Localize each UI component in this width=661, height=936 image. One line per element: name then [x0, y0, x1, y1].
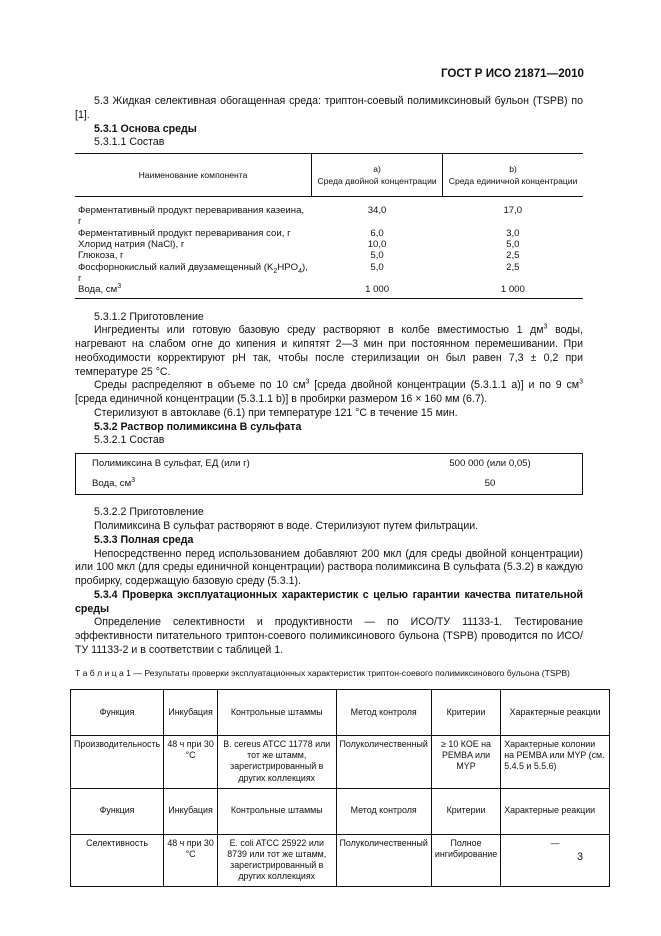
- table-row: [75, 262, 583, 285]
- column-header-reactions: Характерные реакции: [501, 690, 610, 736]
- cell-criteria: ≥ 10 КОЕ на PEMBA или MYP: [431, 736, 500, 789]
- section-5-3-1-1-title: 5.3.1.1 Состав: [94, 136, 165, 149]
- column-header-function: Функция: [71, 788, 164, 834]
- value-double: 6,0: [370, 227, 384, 239]
- column-header-component: Наименование компонента: [75, 154, 312, 197]
- component-name: Вода, $см^3$: [92, 476, 136, 489]
- cell-incubation: 48 ч при 30 °С: [164, 736, 218, 789]
- column-header-single-label: Среда единичной концентрации: [448, 176, 578, 187]
- column-header-incubation: Инкубация: [164, 690, 218, 736]
- section-5-3-4-text: Определение селективности и продуктивности — по ИСО/ТУ 11133-1. Тестирование эффективности питательного триптон-соевого полимиксинового бульона (TSPB) проводится по ИСО/ТУ 11133-2 и в соответствии с таблицей 1.: [75, 616, 583, 656]
- cell-criteria: Полное ингибирование: [431, 834, 500, 887]
- value-double: 5,0: [370, 261, 384, 273]
- column-header-double-label: Среда двойной концентрации: [317, 176, 437, 187]
- section-5-3-1-2-p3: Стерилизуют в автоклаве (6.1) при температуре 121 °С в течение 15 мин.: [94, 406, 458, 419]
- section-5-3-1-2-p1: Ингредиенты или готовую базовую среду растворяют в колбе вместимостью 1 $дм^3$ воды, нагревают на слабом огне до кипения и кипятят 2—3 мин при постоянном перемешивании. При необходимости корректируют pH так, чтобы после стерилизации он был равен 7,3 ± 0,2 при температуре 25 °С.: [75, 323, 583, 378]
- value-double: 5,0: [370, 250, 384, 262]
- component-name: Ферментативный продукт переваривания сои, г: [78, 227, 291, 239]
- cell-strains: B. cereus ATCC 11778 или тот же штамм, зарегистрированный в других коллекциях: [217, 736, 336, 789]
- page-number: 3: [577, 851, 583, 863]
- section-5-3-2-title: 5.3.2 Раствор полимиксина В сульфата: [94, 420, 302, 433]
- polymyxin-table: [75, 453, 583, 495]
- value-single: 17,0: [503, 205, 523, 217]
- value-single: 2,5: [506, 250, 520, 262]
- section-5-3-2-2-title: 5.3.2.2 Приготовление: [94, 506, 204, 519]
- table-row: [76, 454, 583, 475]
- component-value: 50: [484, 477, 496, 489]
- value-double: 10,0: [367, 239, 387, 250]
- table-caption: Т а б л и ц а 1 — Результаты проверки эксплуатационных характеристик триптон-соевого полимиксинового бульона (TSPB): [75, 667, 570, 678]
- table-row: [75, 239, 583, 250]
- section-5-3-2-2-text: Полимиксина В сульфат растворяют в воде. Стерилизуют путем фильтрации.: [94, 519, 479, 532]
- cell-method: Полуколичественный: [336, 736, 431, 789]
- table-row: [75, 205, 583, 228]
- value-single: 3,0: [506, 227, 520, 239]
- column-header-method: Метод контроля: [336, 788, 431, 834]
- value-double: 34,0: [367, 205, 387, 217]
- cell-function: Селективность: [71, 834, 164, 887]
- section-5-3-3-title: 5.3.3 Полная среда: [94, 533, 194, 546]
- section-5-3-4-title: 5.3.4 Проверка эксплуатационных характеристик с целью гарантии качества питательной среды: [75, 588, 583, 615]
- section-5-3-3-text: Непосредственно перед использованием добавляют 200 мкл (для среды двойной концентрации) или 100 мкл (для среды единичной концентрации) раствора полимиксина В сульфата (5.3.2) в каждую пробирку, содержащую базовую среду (5.3.1).: [75, 547, 583, 588]
- section-5-3-1-title: 5.3.1 Основа среды: [94, 122, 197, 135]
- section-5-3-1-2-title: 5.3.1.2 Приготовление: [94, 310, 204, 323]
- cell-function: Производительность: [71, 736, 164, 789]
- component-name: Ферментативный продукт переваривания казеина, г: [78, 205, 305, 228]
- column-header-reactions: Характерные реакции: [501, 788, 610, 834]
- table-header-row: [71, 690, 610, 736]
- column-header-strains: Контрольные штаммы: [217, 690, 336, 736]
- value-double: 1 000: [312, 284, 443, 298]
- component-value: 500 000 (или 0,05): [449, 457, 531, 469]
- cell-incubation: 48 ч при 30 °С: [164, 834, 218, 887]
- column-header-incubation: Инкубация: [164, 788, 218, 834]
- section-5-3-2-1-title: 5.3.2.1 Состав: [94, 434, 165, 447]
- column-header-single: [443, 154, 583, 197]
- composition-table: [75, 153, 583, 299]
- cell-strains: E. coli ATCC 25922 или 8739 или тот же штамм, зарегистрированный в других коллекциях: [217, 834, 336, 887]
- value-single: 5,0: [506, 239, 520, 250]
- section-5-3: 5.3 Жидкая селективная обогащенная среда: триптон-соевый полимиксиновый бульон (TSPB) по [1].: [75, 95, 583, 121]
- table-row: [75, 284, 583, 298]
- cell-reactions: —: [501, 834, 610, 887]
- cell-reactions: Характерные колонии на PEMBA или MYP (см. 5.4.5 и 5.5.6): [501, 736, 610, 789]
- table-row: [76, 474, 583, 495]
- column-header-function: Функция: [71, 690, 164, 736]
- column-header-double-mark: a): [373, 164, 381, 175]
- document-code: ГОСТ Р ИСО 21871—2010: [440, 67, 584, 80]
- table-header-row: [71, 788, 610, 834]
- component-name: Фосфорнокислый калий двузамещенный $(K_2HPO_4)$, г: [78, 261, 308, 284]
- component-name: Вода, $см^3$: [75, 284, 312, 298]
- table-row: [71, 736, 610, 789]
- table-row: [75, 250, 583, 261]
- column-header-strains: Контрольные штаммы: [217, 788, 336, 834]
- page-content: [74, 95, 605, 887]
- column-header-criteria: Критерии: [431, 690, 500, 736]
- column-header-criteria: Критерии: [431, 788, 500, 834]
- value-single: 1 000: [443, 284, 583, 298]
- table-row: [71, 834, 610, 887]
- component-name: Полимиксина В сульфат, ЕД (или г): [92, 457, 250, 469]
- component-name: Хлорид натрия (NaCl), г: [78, 239, 185, 250]
- column-header-single-mark: b): [509, 164, 517, 175]
- performance-table: [70, 689, 610, 887]
- column-header-method: Метод контроля: [336, 690, 431, 736]
- column-header-double: [312, 154, 443, 197]
- section-5-3-1-2-p2: Среды распределяют в объеме по 10 $см^3$ [среда двойной концентрации (5.3.1.1 а)] и по 9 $см^3$ [среда единичной концентрации (5.3.1.1 b)] в пробирки размером 16 × 160 мм (6.7).: [75, 378, 583, 406]
- component-name: Глюкоза, г: [78, 250, 124, 262]
- value-single: 2,5: [506, 261, 520, 273]
- table-row: [75, 228, 583, 239]
- cell-method: Полуколичественный: [336, 834, 431, 887]
